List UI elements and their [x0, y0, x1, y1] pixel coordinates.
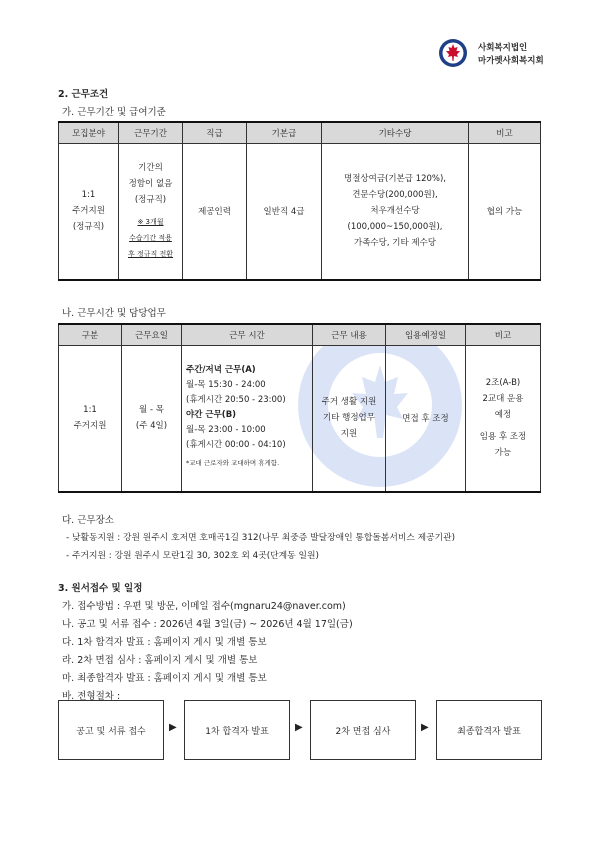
- arrow-right-icon: ▶: [421, 722, 429, 733]
- subsection-a-title: 가. 근무기간 및 급여기준: [62, 107, 166, 118]
- duties-cell: 주거 생활 지원 기타 행정업무 지원: [313, 346, 386, 492]
- shift-b-time: 월-목 23:00 - 10:00: [186, 425, 266, 436]
- org-header: [438, 38, 568, 70]
- table2-header: 비고: [466, 324, 541, 346]
- rank-cell: 제공인력: [183, 144, 247, 280]
- table2-header: 구분: [59, 324, 122, 346]
- apply-method: 가. 접수방법 : 우편 및 방문, 이메일 접수(mgnaru24@naver.com): [62, 601, 346, 612]
- work-place-day: - 낮활동지원 : 강원 원주시 호저면 호매곡1길 312(나무 최중증 발달장애인 통합돌봄서비스 제공기관): [66, 533, 456, 543]
- section3-title: 3. 원서접수 및 일정: [58, 583, 143, 594]
- subsection-c-title: 다. 근무장소: [62, 515, 114, 526]
- arrow-right-icon: ▶: [295, 722, 303, 733]
- probation-note: ※ 3개월: [137, 218, 164, 227]
- work-days-cell: 월 - 목 (주 4일): [122, 346, 182, 492]
- table1-header: 기타수당: [322, 122, 469, 144]
- table1-header: 근무기간: [119, 122, 183, 144]
- org-name-line2: 마가렛사회복지회: [478, 56, 544, 66]
- shift-a-break: (휴게시간 20:50 - 23:00): [186, 395, 286, 406]
- shift-a-time: 월-목 15:30 - 24:00: [186, 380, 266, 391]
- apply-period: 나. 공고 및 서류 접수 : 2026년 4월 3일(금) ~ 2026년 4월 17일(금): [62, 619, 353, 630]
- table1-header: 비고: [469, 122, 541, 144]
- table2-header: 임용예정일: [386, 324, 466, 346]
- shift-b-title: 야간 근무(B): [186, 410, 237, 421]
- final-result: 마. 최종합격자 발표 : 홈페이지 게시 및 개별 통보: [62, 673, 267, 684]
- table1-header: 직급: [183, 122, 247, 144]
- first-result: 다. 1차 합격자 발표 : 홈페이지 게시 및 개별 통보: [62, 637, 267, 648]
- table2-header: 근무 내용: [313, 324, 386, 346]
- org-name-line1: 사회복지법인: [478, 43, 528, 53]
- start-date-cell: 면접 후 조정: [386, 346, 466, 492]
- table2-header: 근무요일: [122, 324, 182, 346]
- flow-step: 공고 및 서류 접수: [58, 700, 164, 760]
- table1-note-cell: 협의 가능: [469, 144, 541, 280]
- salary-table: [58, 121, 541, 281]
- flow-step: 1차 합격자 발표: [184, 700, 290, 760]
- flow-step: 2차 면접 심사: [310, 700, 416, 760]
- allowances-cell: 명절상여금(기본급 120%), 견문수당(200,000원), 처우개선수당 (100,000~150,000원), 가족수당, 기타 제수당: [322, 144, 469, 280]
- table2-header: 근무 시간: [182, 324, 313, 346]
- arrow-right-icon: ▶: [169, 722, 177, 733]
- interview: 라. 2차 면접 심사 : 홈페이지 게시 및 개별 통보: [62, 655, 258, 666]
- flow-step: 최종합격자 발표: [436, 700, 542, 760]
- recruit-field-cell: 1:1 주거지원 (정규직): [59, 144, 119, 280]
- maple-leaf-emblem-icon: [438, 38, 468, 68]
- schedule-table: [58, 323, 541, 493]
- selection-process-label: 바. 전형절차 :: [62, 691, 121, 702]
- work-period-cell: 기간의 정함이 없음 (정규직) ※ 3개월 수습기간 적용 후 정규직 전환: [119, 144, 183, 280]
- division-cell: 1:1 주거지원: [59, 346, 122, 492]
- shift-b-break: (휴게시간 00:00 - 04:10): [186, 440, 286, 451]
- shift-a-title: 주간/저녁 근무(A): [186, 365, 256, 376]
- work-place-residence: - 주거지원 : 강원 원주시 모란1길 30, 302호 외 4곳(단계동 일원): [66, 551, 319, 561]
- subsection-b-title: 나. 근무시간 및 담당업무: [62, 308, 166, 319]
- table2-remarks-cell: 2조(A-B) 2교대 운용 예정 임용 후 조정 가능: [466, 346, 541, 492]
- table1-header: 기본급: [247, 122, 322, 144]
- table1-header: 모집분야: [59, 122, 119, 144]
- shift-note: *교대 근로자와 교대하며 휴게함.: [186, 459, 280, 468]
- base-pay-cell: 일반직 4급: [247, 144, 322, 280]
- section2-title: 2. 근무조건: [58, 89, 109, 100]
- work-hours-cell: [182, 346, 313, 492]
